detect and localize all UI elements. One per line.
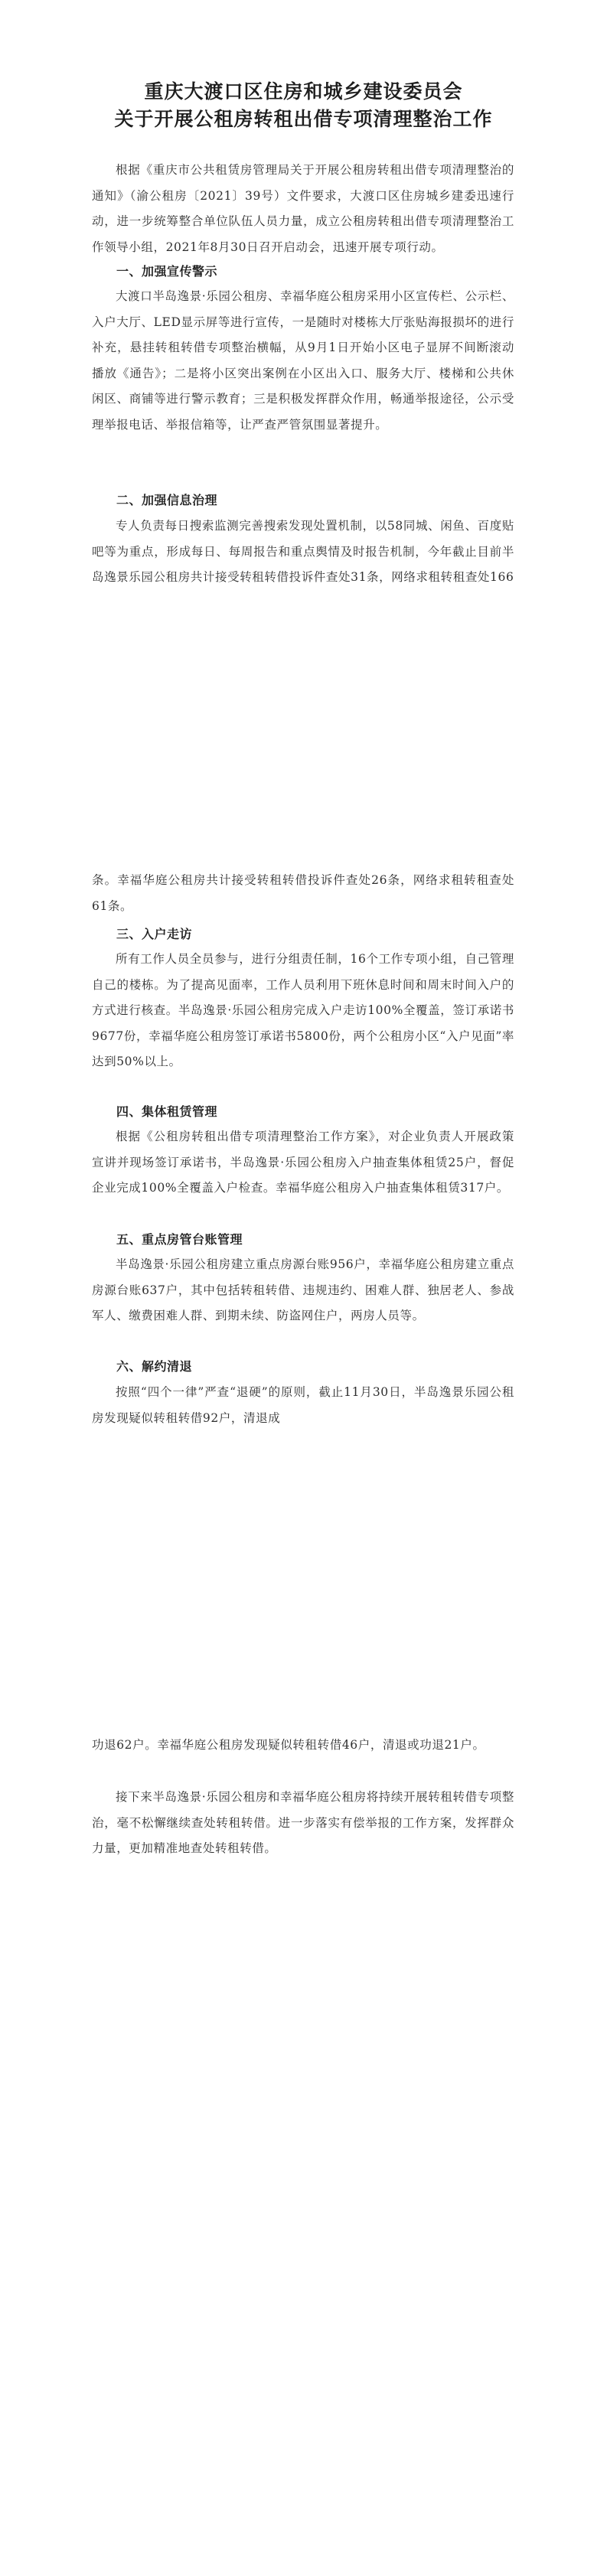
section-heading-home-visits: 三、入户走访 bbox=[116, 927, 193, 941]
section-paragraph-information-part1: 专人负责每日搜索监测完善搜索发现处置机制，以58同城、闲鱼、百度贴吧等为重点，形成每日、每周报告和重点舆情及时报告机制，今年截止目前半岛逸景乐园公租房共计接受转租转借投诉件查处31条，网络求租转租查处166 bbox=[92, 519, 514, 584]
document-title-line-1: 重庆大渡口区住房和城乡建设委员会 bbox=[144, 80, 463, 103]
closing-paragraph: 接下来半岛逸景·乐园公租房和幸福华庭公租房将持续开展转租转借专项整治，毫不松懈继续查处转租转借。进一步落实有偿举报的工作方案，发挥群众力量，更加精准地查处转租转借。 bbox=[92, 1790, 514, 1855]
section-paragraph-publicity: 大渡口半岛逸景·乐园公租房、幸福华庭公租房采用小区宣传栏、公示栏、入户大厅、LED显示屏等进行宣传，一是随时对楼栋大厅张贴海报损坏的进行补充，悬挂转租转借专项整治横幅，从9月1日开始小区电子显屏不间断滚动播放《通告》；二是将小区突出案例在小区出入口、服务大厅、楼梯和公共休闲区、商铺等进行警示教育；三是积极发挥群众作用，畅通举报途径，公示受理举报电话、举报信箱等，让严查严管氛围显著提升。 bbox=[92, 289, 514, 432]
section-heading-publicity: 一、加强宣传警示 bbox=[116, 264, 218, 279]
section-paragraph-termination-part1: 按照“四个一律”严查“退硬”的原则，截止11月30日，半岛逸景乐园公租房发现疑似转租转借92户，清退成 bbox=[92, 1385, 514, 1425]
section-paragraph-home-visits: 所有工作人员全员参与，进行分组责任制，16个工作专项小组，自己管理自己的楼栋。为了提高见面率，工作人员利用下班休息时间和周末时间入户的方式进行核查。半岛逸景·乐园公租房完成入户走访100%全覆盖，签订承诺书9677份，幸福华庭公租房签订承诺书5800份，两个公租房小区“入户见面”率达到50%以上。 bbox=[92, 952, 514, 1068]
intro-paragraph: 根据《重庆市公共租赁房管理局关于开展公租房转租出借专项清理整治的通知》（渝公租房〔2021〕39号）文件要求，大渡口区住房城乡建委迅速行动，进一步统筹整合单位队伍人员力量，成立公租房转租出借专项清理整治工作领导小组，2021年8月30日召开启动会，迅速开展专项行动。 bbox=[92, 163, 514, 254]
section-heading-ledger: 五、重点房管台账管理 bbox=[116, 1232, 243, 1247]
section-paragraph-information-part2: 条。幸福华庭公租房共计接受转租转借投诉件查处26条，网络求租转租查处61条。 bbox=[92, 873, 514, 913]
section-heading-information: 二、加强信息治理 bbox=[116, 493, 218, 507]
document-title-line-2: 关于开展公租房转租出借专项清理整治工作 bbox=[114, 108, 493, 130]
section-heading-termination: 六、解约清退 bbox=[116, 1359, 193, 1374]
section-paragraph-collective-rental: 根据《公租房转租出借专项清理整治工作方案》，对企业负责人开展政策宣讲并现场签订承诺书，半岛逸景·乐园公租房入户抽查集体租赁25户，督促企业完成100%全覆盖入户检查。幸福华庭公租房入户抽查集体租赁317户。 bbox=[92, 1130, 514, 1195]
section-paragraph-ledger: 半岛逸景·乐园公租房建立重点房源台账956户，幸福华庭公租房建立重点房源台账637户，其中包括转租转借、违规违约、困难人群、独居老人、参战军人、缴费困难人群、到期未续、防盗网住户，两房人员等。 bbox=[92, 1257, 514, 1322]
section-heading-collective-rental: 四、集体租赁管理 bbox=[116, 1104, 218, 1119]
section-paragraph-termination-part2: 功退62户。幸福华庭公租房发现疑似转租转借46户，清退或功退21户。 bbox=[92, 1738, 485, 1752]
